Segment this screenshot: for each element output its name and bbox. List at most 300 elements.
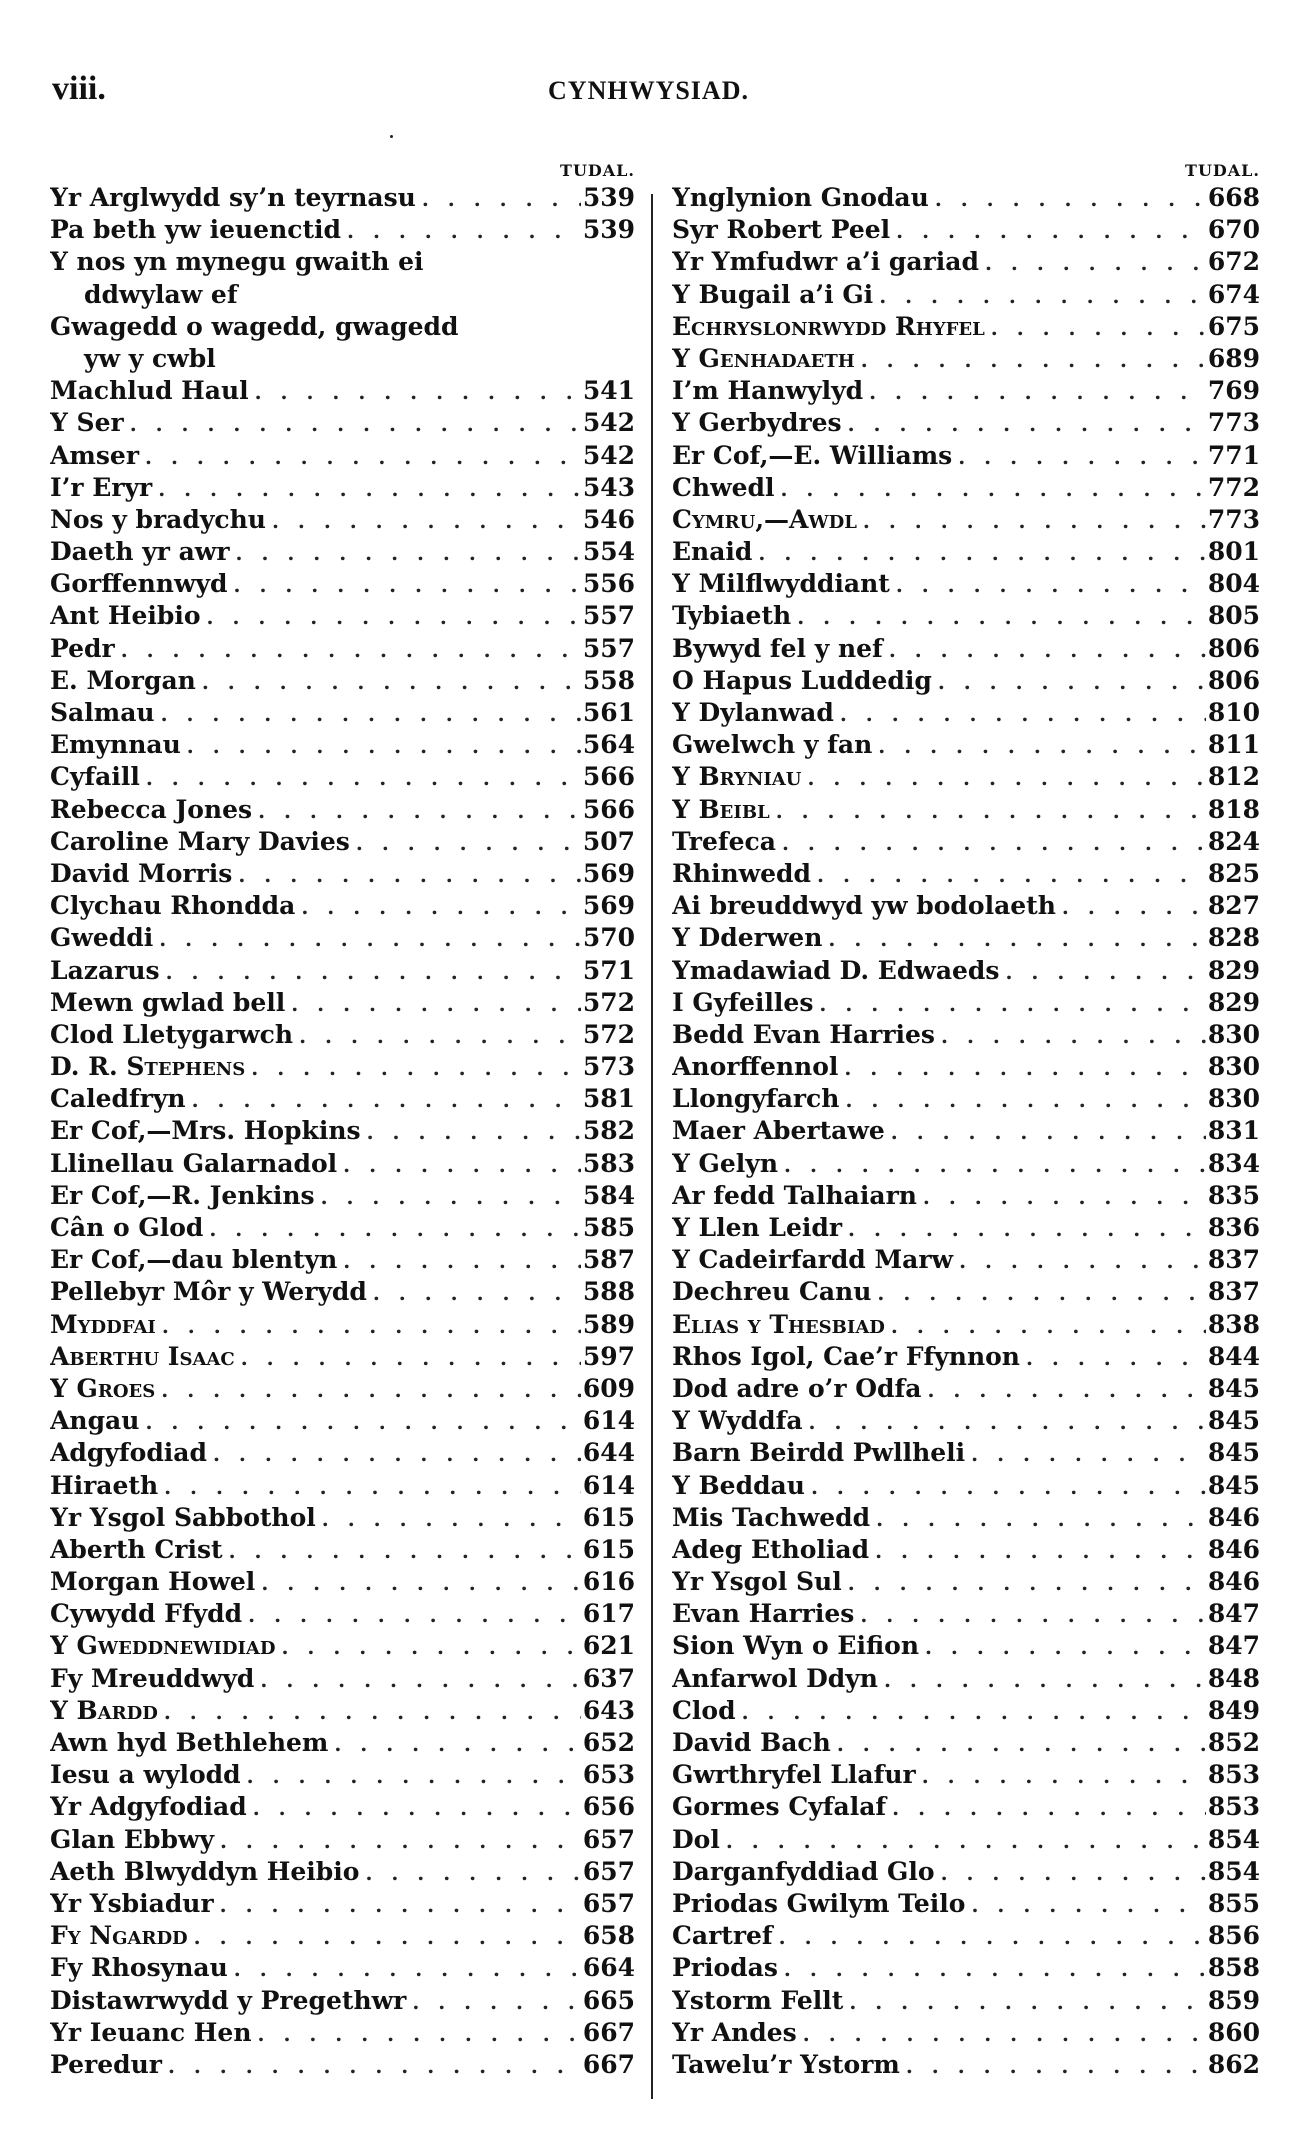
- toc-entry: [672, 761, 1260, 793]
- entry-page-number: 845: [1207, 1406, 1260, 1436]
- entry-title: Darganfyddiad Glo: [672, 1856, 935, 1886]
- dot-leader: [153, 923, 581, 954]
- entry-title: Sion Wyn o Eifion: [672, 1631, 919, 1661]
- toc-entry: [672, 1824, 1260, 1856]
- entry-page-number: 830: [1207, 1084, 1260, 1114]
- entry-title: Mewn gwlad bell: [50, 987, 286, 1017]
- dot-leader: [752, 537, 1206, 568]
- entry-title: Er Cof,—R. Jenkins: [50, 1180, 315, 1210]
- entry-page-number: 566: [582, 762, 635, 792]
- entry-page-number: 572: [582, 987, 635, 1017]
- entry-page-number: 539: [582, 215, 635, 245]
- entry-title: Yr Ysgol Sul: [672, 1567, 842, 1597]
- toc-entry: [672, 955, 1260, 987]
- dot-leader: [720, 1825, 1206, 1856]
- entry-page-number: 805: [1207, 601, 1260, 631]
- toc-entry: [50, 1985, 635, 2017]
- entry-title: Gwagedd o wagedd, gwagedd: [50, 311, 459, 341]
- entry-title: Y Genhadaeth: [672, 343, 855, 373]
- entry-title: Pa beth yw ieuenctid: [50, 215, 342, 245]
- dot-leader: [241, 1760, 581, 1791]
- entry-page-number: 856: [1207, 1921, 1260, 1951]
- dot-leader: [406, 1986, 581, 2017]
- dot-leader: [900, 2050, 1206, 2081]
- entry-page-number: 845: [1207, 1438, 1260, 1468]
- toc-entries: [50, 182, 635, 2081]
- entry-title: Llinellau Galarnadol: [50, 1148, 338, 1178]
- dot-leader: [359, 1857, 581, 1888]
- entry-page-number: 824: [1207, 826, 1260, 856]
- toc-entry: [50, 1051, 635, 1083]
- dot-leader: [985, 312, 1206, 343]
- toc-entry: [50, 890, 635, 922]
- entry-title: O Hapus Luddedig: [672, 665, 932, 695]
- entry-title: Y Ser: [50, 408, 124, 438]
- entry-page-number: 810: [1207, 698, 1260, 727]
- entry-page-number: 845: [1207, 1373, 1260, 1403]
- entry-title: Y Gweddnewidiad: [50, 1631, 276, 1661]
- toc-entry: [672, 246, 1260, 278]
- toc-entry: [50, 1920, 635, 1952]
- toc-entry: [50, 2017, 635, 2049]
- entry-page-number: 542: [582, 408, 635, 438]
- dot-leader: [293, 1020, 581, 1051]
- dot-leader: [337, 1245, 581, 1276]
- entry-page-number: 557: [582, 601, 635, 631]
- entry-page-number: 848: [1207, 1663, 1260, 1693]
- dot-leader: [965, 1438, 1206, 1469]
- toc-entry: [672, 440, 1260, 472]
- entry-title: Yr Arglwydd sy’n teyrnasu: [50, 183, 416, 212]
- dot-leader: [965, 1889, 1206, 1920]
- entry-title: Daeth yr awr: [50, 537, 230, 567]
- dot-leader: [921, 1374, 1206, 1405]
- toc-entry: [672, 697, 1260, 729]
- dot-leader: [839, 1084, 1206, 1115]
- entry-title: Yr Ymfudwr a’i gariad: [672, 247, 979, 277]
- toc-entry: [50, 1276, 635, 1308]
- dot-leader: [188, 1921, 581, 1952]
- page-column-heading: TUDAL.: [1185, 161, 1260, 180]
- page-column-heading: TUDAL.: [560, 161, 635, 180]
- entry-page-number: 830: [1207, 1052, 1260, 1082]
- dot-leader: [917, 1181, 1206, 1212]
- entry-page-number: 644: [582, 1438, 635, 1468]
- dot-leader: [791, 601, 1206, 632]
- toc-entry: [50, 1566, 635, 1598]
- entry-title: Yr Ieuanc Hen: [50, 2017, 252, 2047]
- dot-leader: [811, 859, 1206, 890]
- dot-leader: [803, 1406, 1206, 1437]
- dot-leader: [843, 1986, 1206, 2017]
- entry-page-number: 769: [1207, 376, 1260, 406]
- toc-entry: [672, 568, 1260, 600]
- toc-entry: [672, 214, 1260, 246]
- dot-leader: [871, 1277, 1206, 1308]
- entry-title: Gweddi: [50, 923, 154, 953]
- entry-title: Bedd Evan Harries: [672, 1019, 936, 1049]
- entry-page-number: 539: [582, 183, 635, 212]
- entry-title: Peredur: [50, 2049, 162, 2079]
- dot-leader: [275, 1631, 581, 1662]
- dot-leader: [201, 601, 581, 632]
- dot-leader: [842, 1213, 1206, 1244]
- dot-leader: [367, 1277, 581, 1308]
- entry-page-number: 818: [1207, 794, 1260, 824]
- entry-page-number: 658: [582, 1921, 635, 1951]
- dot-leader: [254, 1664, 581, 1695]
- toc-entry: [50, 1727, 635, 1759]
- entry-title-continuation: yw y cwbl: [84, 343, 216, 373]
- entry-page-number: 584: [582, 1180, 635, 1210]
- toc-entry: [50, 504, 635, 536]
- dot-leader: [230, 537, 581, 568]
- entry-title: Priodas Gwilym Teilo: [672, 1888, 966, 1918]
- dot-leader: [979, 247, 1206, 278]
- entry-page-number: 667: [582, 2049, 635, 2079]
- entry-title: Dod adre o’r Odfa: [672, 1373, 922, 1403]
- entry-page-number: 847: [1207, 1631, 1260, 1661]
- entry-page-number: 828: [1207, 923, 1260, 953]
- entry-title: Tybiaeth: [672, 601, 792, 631]
- entry-title: Y Gelyn: [672, 1148, 779, 1178]
- entry-page-number: 771: [1207, 440, 1260, 470]
- entry-title: Y nos yn mynegu gwaith ei: [50, 247, 424, 277]
- entry-title: Tawelu’r Ystorm: [672, 2049, 900, 2079]
- dot-leader: [160, 956, 581, 987]
- toc-entry: [50, 1341, 635, 1373]
- dot-leader: [252, 2018, 581, 2049]
- toc-entry: [50, 246, 635, 310]
- toc-entry: [672, 1695, 1260, 1727]
- toc-entry: [50, 922, 635, 954]
- toc-entry: [672, 1985, 1260, 2017]
- entry-page-number: 614: [582, 1470, 635, 1500]
- toc-entry: [672, 1566, 1260, 1598]
- entry-title: Mis Tachwedd: [672, 1502, 871, 1532]
- toc-entry: [50, 1952, 635, 1984]
- dot-leader: [255, 1567, 581, 1598]
- toc-entry: [672, 1727, 1260, 1759]
- entry-title: Barn Beirdd Pwllheli: [672, 1438, 966, 1468]
- entry-title: Ar fedd Talhaiarn: [672, 1180, 917, 1210]
- entry-title: Gorffennwyd: [50, 569, 228, 599]
- toc-entry: [50, 826, 635, 858]
- entry-page-number: 667: [582, 2017, 635, 2047]
- dot-leader: [416, 183, 581, 214]
- entry-page-number: 507: [582, 826, 635, 856]
- dot-leader: [152, 473, 581, 504]
- entry-page-number: 541: [582, 376, 635, 406]
- entry-title: Dechreu Canu: [672, 1277, 872, 1307]
- entry-page-number: 834: [1207, 1148, 1260, 1178]
- entry-page-number: 614: [582, 1406, 635, 1436]
- entry-page-number: 665: [582, 1985, 635, 2015]
- entry-title: Syr Robert Peel: [672, 215, 891, 245]
- entry-page-number: 557: [582, 633, 635, 663]
- entry-page-number: 558: [582, 665, 635, 695]
- toc-entry: [672, 343, 1260, 375]
- entry-title: Anfarwol Ddyn: [672, 1663, 878, 1693]
- toc-entries: [672, 182, 1260, 2081]
- toc-entry: [672, 826, 1260, 858]
- toc-entry: [50, 1534, 635, 1566]
- dot-leader: [873, 280, 1206, 311]
- entry-page-number: 829: [1207, 955, 1260, 985]
- entry-page-number: 556: [582, 569, 635, 599]
- entry-title: Clychau Rhondda: [50, 891, 296, 921]
- entry-title: Awn hyd Bethlehem: [50, 1728, 329, 1758]
- entry-page-number: 670: [1207, 215, 1260, 245]
- dot-leader: [328, 1728, 581, 1759]
- entry-title: Nos y bradychu: [50, 504, 266, 534]
- entry-title: Y Bryniau: [672, 762, 802, 792]
- entry-title: Bywyd fel y nef: [672, 633, 883, 663]
- dot-leader: [155, 1374, 581, 1405]
- entry-title: D. R. Stephens: [50, 1052, 246, 1082]
- entry-title: Caledfryn: [50, 1084, 186, 1114]
- toc-entry: [50, 1470, 635, 1502]
- entry-page-number: 806: [1207, 633, 1260, 663]
- entry-page-number: 564: [582, 730, 635, 760]
- dot-leader: [952, 441, 1206, 472]
- toc-entry: [672, 2049, 1260, 2081]
- toc-entry: [50, 536, 635, 568]
- entry-page-number: 860: [1207, 2017, 1260, 2047]
- entry-title: Dol: [672, 1824, 720, 1854]
- entry-page-number: 652: [582, 1728, 635, 1758]
- entry-page-number: 616: [582, 1567, 635, 1597]
- entry-page-number: 621: [582, 1631, 635, 1661]
- dot-leader: [139, 441, 581, 472]
- entry-page-number: 585: [582, 1213, 635, 1243]
- entry-page-number: 846: [1207, 1502, 1260, 1532]
- entry-title: Yr Ysgol Sabbothol: [50, 1502, 316, 1532]
- toc-entry: [50, 1502, 635, 1534]
- entry-title: Fy Rhosynau: [50, 1953, 228, 1983]
- toc-entry: [50, 729, 635, 761]
- dot-leader: [953, 1245, 1206, 1276]
- toc-entry: [672, 1663, 1260, 1695]
- toc-entry: [672, 794, 1260, 826]
- entry-title: Aeth Blwyddyn Heibio: [50, 1856, 360, 1886]
- entry-title: Ystorm Fellt: [672, 1985, 844, 2015]
- toc-entry: [672, 890, 1260, 922]
- dot-leader: [885, 1116, 1206, 1147]
- entry-page-number: 571: [582, 955, 635, 985]
- entry-title: Gwrthryfel Llafur: [672, 1760, 916, 1790]
- entry-page-number: 609: [582, 1373, 635, 1403]
- entry-title-continuation: ddwylaw ef: [84, 279, 238, 309]
- toc-entry: [672, 922, 1260, 954]
- toc-entry: [672, 536, 1260, 568]
- toc-entry: [50, 1888, 635, 1920]
- entry-page-number: 569: [582, 858, 635, 888]
- entry-page-number: 657: [582, 1824, 635, 1854]
- toc-entry: [50, 1856, 635, 1888]
- entry-title: Morgan Howel: [50, 1567, 256, 1597]
- entry-title: Salmau: [50, 698, 155, 728]
- entry-page-number: 674: [1207, 279, 1260, 309]
- dot-leader: [252, 795, 581, 826]
- toc-entry: [672, 729, 1260, 761]
- entry-title: Y Dylanwad: [672, 698, 834, 727]
- entry-page-number: 543: [582, 472, 635, 502]
- toc-entry: [672, 1148, 1260, 1180]
- toc-entry: [50, 955, 635, 987]
- dot-leader: [158, 1696, 581, 1727]
- dot-leader: [124, 408, 581, 439]
- toc-entry: [672, 600, 1260, 632]
- toc-entry: [50, 375, 635, 407]
- toc-entry: [50, 794, 635, 826]
- entry-title: Machlud Haul: [50, 376, 249, 406]
- dot-leader: [140, 762, 581, 793]
- entry-title: Lazarus: [50, 955, 160, 985]
- dot-leader: [842, 408, 1206, 439]
- entry-title: Llongyfarch: [672, 1084, 840, 1114]
- dot-leader: [797, 2018, 1206, 2049]
- entry-page-number: 811: [1207, 730, 1260, 760]
- entry-title: Ynglynion Gnodau: [672, 183, 929, 212]
- entry-page-number: 615: [582, 1502, 635, 1532]
- toc-entry: [672, 1083, 1260, 1115]
- entry-page-number: 849: [1207, 1695, 1260, 1725]
- entry-page-number: 643: [582, 1695, 635, 1725]
- toc-entry: [50, 1083, 635, 1115]
- dot-leader: [774, 473, 1206, 504]
- toc-entry: [672, 407, 1260, 439]
- dot-leader: [232, 859, 581, 890]
- toc-entry: [672, 504, 1260, 536]
- toc-entry: [50, 1405, 635, 1437]
- dot-leader: [778, 1953, 1206, 1984]
- entry-title: E. Morgan: [50, 665, 196, 695]
- dot-leader: [736, 1696, 1206, 1727]
- entry-title: Clod: [672, 1695, 736, 1725]
- print-speck: [390, 135, 393, 138]
- entry-title: Angau: [50, 1406, 140, 1436]
- dot-leader: [805, 1471, 1206, 1502]
- running-title: CYNHWYSIAD.: [548, 76, 749, 105]
- entry-page-number: 569: [582, 891, 635, 921]
- entry-page-number: 830: [1207, 1019, 1260, 1049]
- entry-page-number: 836: [1207, 1213, 1260, 1242]
- entry-title: Fy Mreuddwyd: [50, 1663, 255, 1693]
- dot-leader: [203, 1213, 581, 1244]
- dot-leader: [935, 1857, 1206, 1888]
- toc-entry: [672, 1791, 1260, 1823]
- entry-page-number: 854: [1207, 1824, 1260, 1854]
- entry-page-number: 837: [1207, 1277, 1260, 1307]
- entry-title: I’m Hanwylyd: [672, 376, 864, 406]
- entry-title: Cyfaill: [50, 762, 140, 792]
- toc-entry: [672, 1212, 1260, 1244]
- dot-leader: [929, 183, 1206, 214]
- dot-leader: [249, 376, 581, 407]
- toc-entry: [50, 2049, 635, 2081]
- toc-entry: [672, 1437, 1260, 1469]
- toc-entry: [50, 1695, 635, 1727]
- toc-entry: [672, 633, 1260, 665]
- entry-title: Cartref: [672, 1921, 773, 1951]
- dot-leader: [883, 634, 1206, 665]
- entry-title: Y Wyddfa: [672, 1406, 803, 1436]
- dot-leader: [776, 827, 1206, 858]
- entry-title: Iesu a wylodd: [50, 1760, 241, 1790]
- entry-title: Evan Harries: [672, 1599, 855, 1629]
- dot-leader: [214, 1889, 581, 1920]
- entry-title: Pellebyr Môr y Werydd: [50, 1277, 367, 1307]
- entry-page-number: 637: [582, 1663, 635, 1693]
- entry-page-number: 615: [582, 1534, 635, 1564]
- dot-leader: [341, 215, 581, 246]
- dot-leader: [139, 1406, 581, 1437]
- dot-leader: [831, 1728, 1206, 1759]
- dot-leader: [869, 1535, 1206, 1566]
- entry-page-number: 582: [582, 1116, 635, 1146]
- dot-leader: [770, 795, 1206, 826]
- toc-entry: [672, 182, 1260, 214]
- dot-leader: [857, 505, 1206, 536]
- entry-page-number: 566: [582, 794, 635, 824]
- toc-entry: [50, 600, 635, 632]
- toc-entry: [50, 1244, 635, 1276]
- toc-entry: [50, 440, 635, 472]
- entry-title: Echryslonrwydd Rhyfel: [672, 311, 985, 341]
- dot-leader: [916, 1760, 1206, 1791]
- entry-page-number: 854: [1207, 1856, 1260, 1886]
- entry-title: Rhos Igol, Cae’r Ffynnon: [672, 1341, 1020, 1371]
- entry-title: Y Milflwyddiant: [672, 569, 890, 599]
- toc-entry: [672, 1309, 1260, 1341]
- dot-leader: [890, 215, 1206, 246]
- entry-title: Pedr: [50, 633, 115, 663]
- entry-title: Emynnau: [50, 730, 181, 760]
- entry-page-number: 587: [582, 1245, 635, 1275]
- entry-title: Adgyfodiad: [50, 1438, 207, 1468]
- entry-title: Trefeca: [672, 826, 776, 856]
- toc-entry: [672, 1051, 1260, 1083]
- toc-entry: [672, 1115, 1260, 1147]
- entry-title: Ant Heibio: [50, 601, 201, 631]
- toc-entry: [672, 665, 1260, 697]
- dot-leader: [1056, 891, 1206, 922]
- entry-title: Elias y Thesbiad: [672, 1309, 885, 1339]
- entry-page-number: 806: [1207, 665, 1260, 695]
- entry-page-number: 617: [582, 1599, 635, 1629]
- entry-page-number: 846: [1207, 1534, 1260, 1564]
- dot-leader: [813, 988, 1206, 1019]
- dot-leader: [878, 1664, 1206, 1695]
- dot-leader: [207, 1438, 581, 1469]
- entry-title: Chwedl: [672, 472, 775, 502]
- toc-entry: [50, 568, 635, 600]
- entry-title: Cân o Glod: [50, 1213, 204, 1243]
- dot-leader: [285, 988, 581, 1019]
- entry-page-number: 773: [1207, 408, 1260, 438]
- dot-leader: [932, 666, 1206, 697]
- entry-title: Gwelwch y fan: [672, 730, 873, 760]
- toc-entry: [672, 987, 1260, 1019]
- entry-title: David Bach: [672, 1728, 831, 1757]
- toc-entry: [50, 697, 635, 729]
- entry-page-number: 837: [1207, 1245, 1260, 1275]
- entry-title: Rhinwedd: [672, 858, 812, 888]
- dot-leader: [350, 827, 581, 858]
- entry-page-number: 801: [1207, 537, 1260, 567]
- toc-entry: [672, 1341, 1260, 1373]
